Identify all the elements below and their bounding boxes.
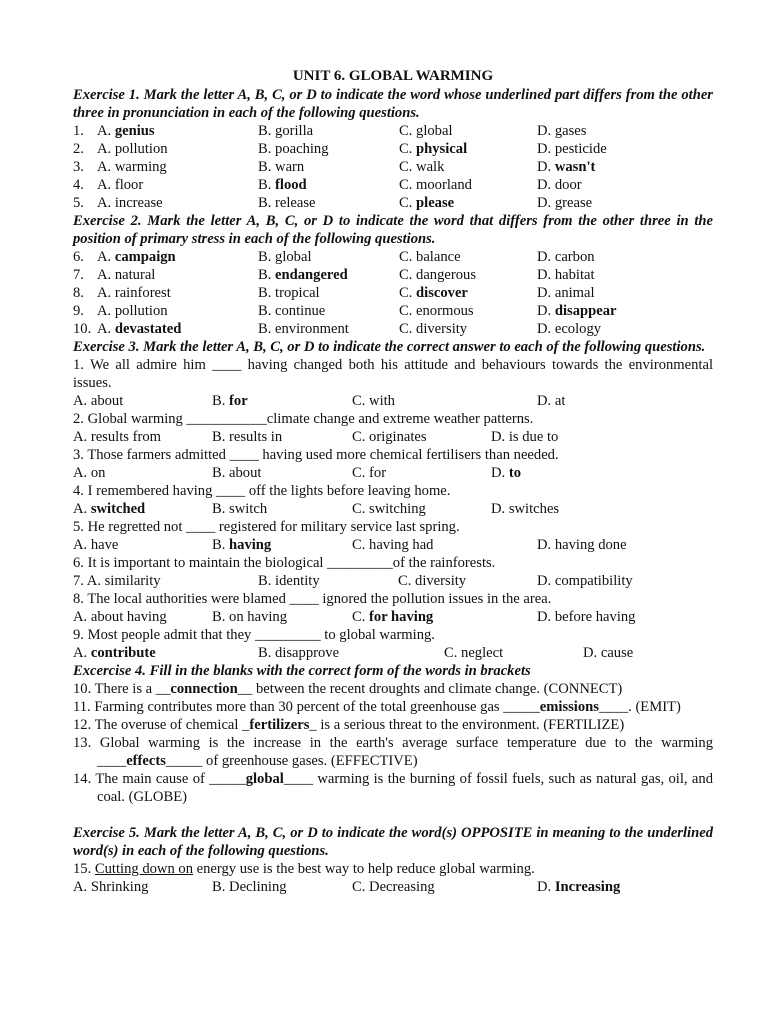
spacer [73,806,713,824]
option-letter: B. [258,267,276,283]
option-letter: C. [398,573,416,589]
option-b [258,158,304,176]
option-text: global [275,249,312,265]
question-number: 3. [73,159,84,175]
answer-word: effects [126,753,166,769]
option-letter: D. [537,123,555,139]
option-a [97,140,168,158]
option-d [491,500,559,518]
option-text: poaching [275,141,329,157]
option-letter: C. [399,123,417,139]
option-text: results in [229,429,283,445]
question-text: __ between the recent droughts and climate change. (CONNECT) [237,681,623,697]
option-letter: D. [537,393,555,409]
option-letter: B. [212,465,230,481]
option-text: environment [275,321,349,337]
option-text: genius [114,123,155,139]
option-a [97,320,181,338]
option-letter: B. [258,141,276,157]
option-text: for [229,393,248,409]
option-text: walk [416,159,445,175]
option-a [97,158,167,176]
option-letter: A. [73,501,91,517]
option-d [537,122,586,140]
option-text: on having [229,609,287,625]
option-c [399,320,467,338]
worksheet-page [73,66,713,896]
option-text: moorland [416,177,472,193]
option-text: Declining [229,879,287,895]
option-a [73,878,148,896]
option-text: neglect [461,645,504,661]
option-text: contribute [90,645,156,661]
option-text: before having [554,609,636,625]
option-a [73,536,118,554]
option-c [444,644,503,662]
question-row [73,248,713,266]
question-14 [73,770,713,806]
question-5-stem: 5. He regretted not ____ registered for military service last spring. [73,519,460,535]
question-2-stem: 2. Global warming ___________climate change and extreme weather patterns. [73,411,534,427]
option-a [97,302,168,320]
option-d [537,140,607,158]
option-letter: A. [73,393,91,409]
question-3-options [73,464,713,482]
option-letter: D. [537,285,555,301]
option-letter: B. [258,159,276,175]
option-text: switched [90,501,146,517]
option-text: warn [275,159,305,175]
question-1-options [73,392,713,410]
option-a [73,464,105,482]
option-d [537,176,582,194]
option-text: diversity [415,573,467,589]
option-letter: A. [97,177,115,193]
option-text: having done [554,537,627,553]
option-text: Increasing [554,879,621,895]
option-text: on [90,465,106,481]
option-text: originates [369,429,427,445]
option-text: having had [369,537,434,553]
option-text: diversity [416,321,468,337]
option-letter: A. [73,429,91,445]
option-d [537,284,595,302]
option-letter: D. [537,195,555,211]
option-text: is due to [508,429,559,445]
option-text: identity [275,573,320,589]
option-c [399,248,461,266]
option-letter: A. [97,141,115,157]
option-letter: D. [537,537,555,553]
option-letter: C. [399,159,417,175]
option-text: compatibility [554,573,633,589]
option-letter: D. [537,609,555,625]
option-b [212,428,282,446]
option-letter: A. [97,321,115,337]
option-text: natural [114,267,156,283]
option-text: release [275,195,316,211]
option-d [537,536,627,554]
option-text: for having [369,609,434,625]
option-letter: A. [97,159,115,175]
option-c [352,878,435,896]
option-letter: A. [97,123,115,139]
option-text: rainforest [114,285,171,301]
option-letter: B. [258,321,276,337]
option-b [212,500,267,518]
question-11 [73,698,713,716]
option-text: switches [508,501,560,517]
question-row [73,158,713,176]
exercise-2-instruction: Exercise 2. Mark the letter A, B, C, or D to indicate the word that differs from the other three in the position of primary stress in each of the following questions. [73,213,713,247]
option-letter: A. [73,879,91,895]
option-d [537,608,635,626]
option-letter: D. [537,249,555,265]
question-4-stem: 4. I remembered having ____ off the lights before leaving home. [73,483,451,499]
option-a [97,194,163,212]
option-b [212,608,287,626]
option-text: results from [90,429,161,445]
option-letter: C. [399,321,417,337]
option-letter: B. [258,249,276,265]
option-letter: A. [97,303,115,319]
option-a [97,284,171,302]
question-9-stem: 9. Most people admit that they _________ to global warming. [73,627,435,643]
question-number: 5. [73,195,84,211]
question-5-options [73,536,713,554]
option-d [537,878,620,896]
option-b [212,392,248,410]
question-row [73,320,713,338]
option-text: disapprove [275,645,340,661]
option-text: dangerous [416,267,477,283]
option-b [258,248,312,266]
option-letter: A. [97,285,115,301]
question-number: 10. [73,321,92,337]
option-letter: A. [97,195,115,211]
option-letter: C. [399,285,417,301]
answer-word: connection [170,681,238,697]
option-text: endangered [275,267,348,283]
option-letter: 7. A. [73,573,105,589]
option-text: warming [114,159,167,175]
question-text: ____. (EMIT) [598,699,681,715]
exercise-5-instruction: Exercise 5. Mark the letter A, B, C, or D to indicate the word(s) OPPOSITE in meaning to the underlined word(s) in each of the following questions. [73,825,713,859]
option-c [399,176,472,194]
option-letter: C. [352,609,370,625]
option-letter: C. [399,303,417,319]
option-text: flood [275,177,307,193]
option-text: about [90,393,124,409]
option-letter: C. [399,249,417,265]
option-text: balance [416,249,461,265]
option-text: gases [554,123,587,139]
option-b [258,122,313,140]
option-text: increase [114,195,163,211]
option-letter: A. [73,609,91,625]
option-letter: B. [258,177,276,193]
question-6-stem: 6. It is important to maintain the biological _________of the rainforests. [73,555,496,571]
option-b [258,644,339,662]
exercise-1-instruction: Exercise 1. Mark the letter A, B, C, or D to indicate the word whose underlined part differs from the other three in pronunciation in each of the following questions. [73,87,713,121]
question-text: 12. The overuse of chemical _ [73,717,250,733]
option-letter: A. [73,465,91,481]
question-15-options [73,878,713,896]
option-d [537,194,592,212]
option-letter: C. [352,465,370,481]
option-letter: C. [352,429,370,445]
option-a [73,608,167,626]
question-15-rest: energy use is the best way to help reduce global warming. [193,861,535,877]
option-letter: D. [583,645,601,661]
option-text: door [554,177,582,193]
option-letter: B. [212,393,230,409]
option-letter: D. [537,159,555,175]
option-c [398,572,466,590]
question-number: 9. [73,303,84,319]
exercise-3-instruction: Exercise 3. Mark the letter A, B, C, or D to indicate the correct answer to each of the following questions. [73,339,706,355]
option-letter: D. [537,141,555,157]
option-c [399,302,474,320]
option-d [583,644,633,662]
option-c [352,392,395,410]
option-b [258,284,320,302]
option-text: at [554,393,566,409]
option-letter: A. [97,267,115,283]
question-15-underlined-phrase: Cutting down on [94,861,193,877]
question-row [73,176,713,194]
option-letter: B. [212,429,230,445]
question-row [73,302,713,320]
option-text: pollution [114,303,168,319]
question-text: _ is a serious threat to the environment. (FERTILIZE) [309,717,625,733]
option-text: enormous [416,303,474,319]
exercise-4-instruction: Excercise 4. Fill in the blanks with the correct form of the words in brackets [73,663,531,679]
option-text: physical [416,141,468,157]
option-c [352,536,433,554]
question-3-stem: 3. Those farmers admitted ____ having used more chemical fertilisers than needed. [73,447,559,463]
answer-word: fertilizers [249,717,310,733]
option-c [399,194,454,212]
option-text: disappear [554,303,617,319]
option-letter: B. [212,609,230,625]
option-b [258,266,348,284]
option-letter: D. [537,177,555,193]
option-letter: C. [399,177,417,193]
option-d [491,428,558,446]
option-text: gorilla [275,123,314,139]
option-b [258,572,320,590]
question-13 [73,734,713,770]
option-text: tropical [275,285,320,301]
question-12 [73,716,713,734]
option-text: switch [229,501,268,517]
option-c [352,608,433,626]
option-letter: D. [537,573,555,589]
option-b [212,878,287,896]
option-text: grease [554,195,593,211]
page-title: UNIT 6. GLOBAL WARMING [292,68,494,84]
question-row [73,284,713,302]
option-a [73,644,156,662]
option-text: pollution [114,141,168,157]
option-letter: C. [352,393,370,409]
question-number: 6. [73,249,84,265]
question-number: 4. [73,177,84,193]
question-10 [73,680,713,698]
option-b [212,536,271,554]
option-c [352,464,386,482]
question-row [73,122,713,140]
option-c [352,428,427,446]
option-d [491,464,521,482]
question-15-number: 15. [73,861,95,877]
option-c [399,284,468,302]
option-a [97,266,155,284]
option-d [537,266,595,284]
question-row [73,266,713,284]
option-letter: B. [258,645,276,661]
question-4-options [73,500,713,518]
option-text: to [508,465,522,481]
option-a [73,392,123,410]
option-a [73,500,145,518]
option-text: for [369,465,387,481]
option-text: similarity [104,573,161,589]
option-text: please [416,195,455,211]
option-letter: D. [537,267,555,283]
option-text: wasn't [554,159,596,175]
option-letter: B. [258,123,276,139]
option-letter: B. [212,537,230,553]
option-letter: C. [399,195,417,211]
option-letter: B. [212,879,230,895]
option-d [537,320,601,338]
option-d [537,302,616,320]
answer-word: global [245,771,284,787]
option-text: campaign [114,249,176,265]
question-number: 2. [73,141,84,157]
question-row [73,194,713,212]
option-text: having [229,537,272,553]
question-7-options [73,572,713,590]
question-row [73,140,713,158]
option-letter: B. [258,195,276,211]
option-d [537,248,595,266]
option-text: floor [114,177,144,193]
option-text: carbon [554,249,595,265]
question-text: 11. Farming contributes more than 30 percent of the total greenhouse gas _____ [73,699,540,715]
question-text: 10. There is a __ [73,681,171,697]
option-d [537,158,595,176]
option-text: switching [369,501,426,517]
question-number: 8. [73,285,84,301]
option-text: with [369,393,395,409]
option-b [258,302,325,320]
option-letter: C. [352,879,370,895]
question-9-options [73,644,713,662]
option-b [258,176,307,194]
option-text: global [416,123,453,139]
option-letter: D. [491,465,509,481]
question-text: _____ of greenhouse gases. (EFFECTIVE) [165,753,418,769]
option-letter: C. [399,267,417,283]
option-c [399,158,444,176]
option-c [399,140,467,158]
option-letter: D. [537,303,555,319]
option-a [97,176,143,194]
option-letter: D. [537,879,555,895]
question-2-options [73,428,713,446]
question-15-stem [73,860,713,878]
option-letter: C. [399,141,417,157]
question-text: 13. Global warming is the increase in the earth's average surface temperature due to the warming ____ [73,735,713,769]
option-a [97,122,155,140]
option-text: about [229,465,262,481]
option-letter: C. [352,537,370,553]
question-1-stem: 1. We all admire him ____ having changed both his attitude and behaviours towards the environmental issues. [73,357,713,391]
option-letter: B. [258,303,276,319]
option-letter: B. [258,285,276,301]
option-text: have [90,537,119,553]
option-letter: D. [491,429,509,445]
answer-word: emissions [539,699,599,715]
option-b [258,140,329,158]
option-letter: A. [97,249,115,265]
question-text: 14. The main cause of _____ [73,771,246,787]
option-text: about having [90,609,167,625]
option-text: discover [416,285,468,301]
option-text: ecology [554,321,602,337]
option-text: devastated [114,321,182,337]
option-a [73,572,161,590]
option-b [212,464,261,482]
option-c [399,266,476,284]
option-text: continue [275,303,326,319]
exercise-1-questions [73,122,713,212]
option-text: cause [600,645,634,661]
option-text: pesticide [554,141,607,157]
question-text: ____ warming is the burning of fossil fuels, such as natural gas, oil, and coal. (GLOBE) [97,771,713,805]
option-letter: C. [352,501,370,517]
option-b [258,194,316,212]
option-letter: D. [491,501,509,517]
option-letter: A. [73,645,91,661]
option-c [352,500,426,518]
exercise-2-questions [73,248,713,338]
option-d [537,572,633,590]
question-number: 7. [73,267,84,283]
option-text: Shrinking [90,879,149,895]
option-d [537,392,565,410]
option-c [399,122,453,140]
option-letter: B. [212,501,230,517]
option-letter: D. [537,321,555,337]
option-text: Decreasing [369,879,435,895]
option-text: animal [554,285,595,301]
question-number: 1. [73,123,84,139]
question-8-options [73,608,713,626]
option-letter: A. [73,537,91,553]
option-b [258,320,349,338]
option-text: habitat [554,267,595,283]
option-a [73,428,161,446]
option-letter: C. [444,645,462,661]
option-letter: B. [258,573,276,589]
question-8-stem: 8. The local authorities were blamed ____ ignored the pollution issues in the area. [73,591,552,607]
option-a [97,248,176,266]
